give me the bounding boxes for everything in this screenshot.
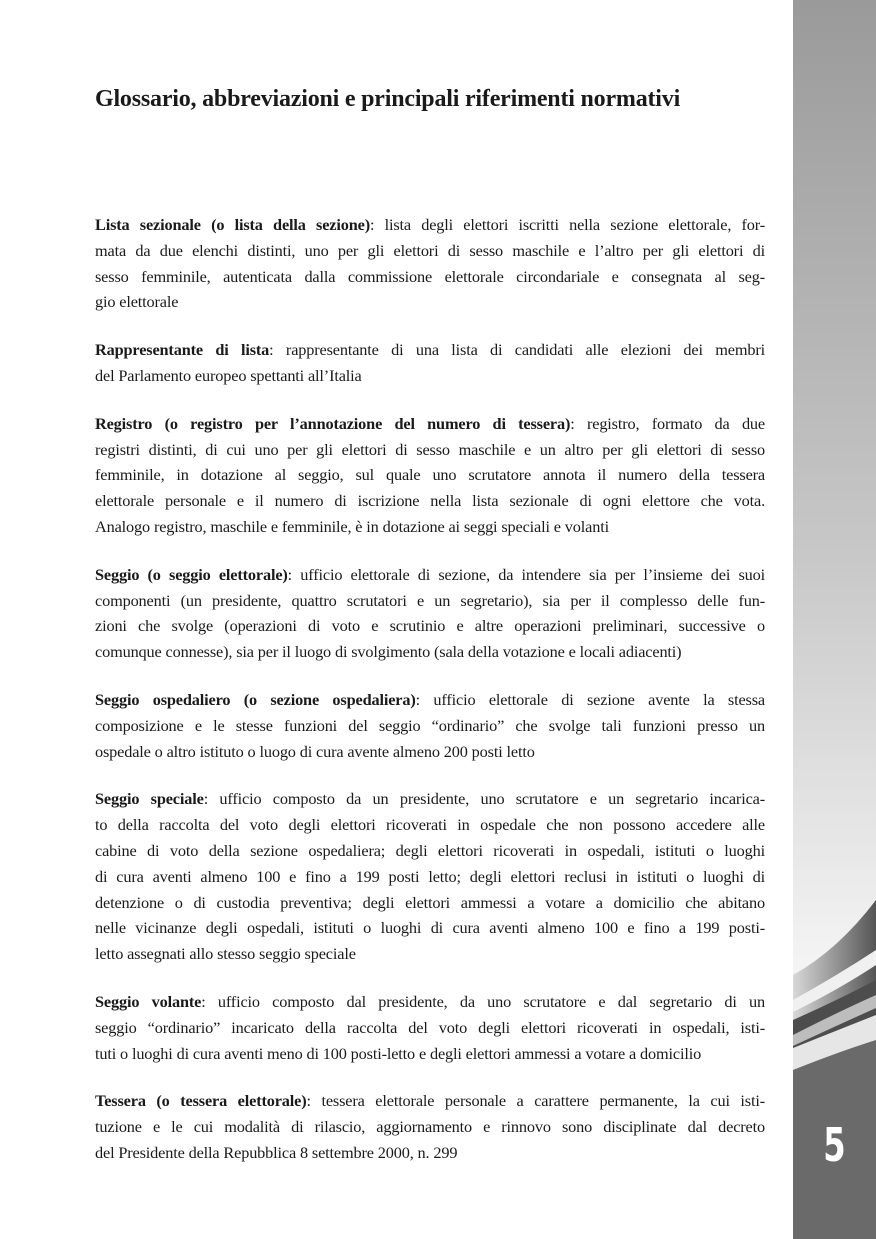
entry-line (95, 514, 765, 540)
entry-definition-text: registri distinti, di cui uno per gli elettori di sesso maschile e un altro per gli elettori di sesso (95, 439, 765, 459)
entry-definition-text: seggio “ordinario” incaricato della raccolta del voto degli elettori ricoverati in ospedali, isti- (95, 1017, 765, 1037)
entry-definition-text: del Parlamento europeo spettanti all’Italia (95, 365, 362, 385)
entry-line (95, 562, 765, 588)
entry-definition-text: ospedale o altro istituto o luogo di cura avente almeno 200 posti letto (95, 741, 535, 761)
entry-definition-text: : lista degli elettori iscritti nella sezione elettorale, for- (369, 215, 765, 234)
entry-line (95, 437, 765, 463)
entry-term: Tessera (o tessera elettorale) (95, 1091, 307, 1111)
entry-line (95, 363, 765, 389)
entry-line (95, 713, 765, 739)
glossary-entry (95, 1088, 765, 1165)
entry-line (95, 264, 765, 290)
page-title: Glossario, abbreviazioni e principali riferimenti normativi (95, 86, 681, 112)
entry-term: Seggio ospedaliero (o sezione ospedaliera) (95, 689, 416, 709)
entry-definition-text: composizione e le stesse funzioni del seggio “ordinario” che svolge tali funzioni presso un (95, 715, 765, 735)
entry-definition-text: sesso femminile, autenticata dalla commissione elettorale circondariale e consegnata al seg- (95, 266, 765, 286)
entry-line (95, 613, 765, 639)
entry-line (95, 864, 765, 890)
entry-line (95, 289, 765, 315)
entry-line (95, 838, 765, 864)
entry-line (95, 687, 765, 713)
entry-line (95, 588, 765, 614)
entry-definition-text: femminile, in dotazione al seggio, sul quale uno scrutatore annota il numero della tessera (95, 465, 765, 485)
entry-definition-text: letto assegnati allo stesso seggio speciale (95, 944, 356, 964)
entry-line (95, 1041, 765, 1067)
entry-term: Seggio volante (95, 991, 202, 1011)
glossary-list (95, 212, 765, 1188)
glossary-entry (95, 687, 765, 764)
entry-line (95, 1140, 765, 1166)
entry-line (95, 989, 765, 1015)
decorative-sidebar (793, 0, 876, 1239)
entry-line (95, 941, 765, 967)
entry-definition-text: nelle vicinanze degli ospedali, istituti o luoghi di cura aventi almeno 100 e fino a 199 posti- (95, 918, 765, 938)
entry-definition-text: zioni che svolge (operazioni di voto e scrutinio e altre operazioni preliminari, successive o (95, 616, 765, 636)
entry-definition-text: : registro, formato da due (570, 413, 765, 433)
entry-definition-text: cabine di voto della sezione ospedaliera; degli elettori ricoverati in ospedali, istituti o luoghi (95, 840, 765, 860)
glossary-entry (95, 212, 765, 315)
entry-line (95, 212, 765, 238)
glossary-entry (95, 562, 765, 665)
entry-line (95, 1114, 765, 1140)
glossary-entry (95, 337, 765, 389)
entry-definition-text: mata da due elenchi distinti, uno per gli elettori di sesso maschile e l’altro per gli elettori di (95, 240, 765, 260)
page-number: 5 (823, 1118, 846, 1172)
entry-line (95, 739, 765, 765)
entry-line (95, 1015, 765, 1041)
entry-definition-text: tuti o luoghi di cura aventi meno di 100 posti-letto e degli elettori ammessi a votare a domicilio (95, 1043, 702, 1063)
entry-definition-text: : ufficio elettorale di sezione, da intendere sia per l’insieme dei suoi (287, 564, 765, 584)
entry-definition-text: comunque connesse), sia per il luogo di svolgimento (sala della votazione e locali adiacenti) (95, 642, 682, 662)
entry-line (95, 890, 765, 916)
entry-definition-text: di cura aventi almeno 100 e fino a 199 posti letto; degli elettori reclusi in istituti o luoghi di (95, 866, 765, 886)
entry-line (95, 488, 765, 514)
entry-line (95, 238, 765, 264)
entry-term: Registro (o registro per l’annotazione del numero di tessera) (95, 413, 571, 433)
entry-line (95, 337, 765, 363)
entry-definition-text: elettorale personale e il numero di iscrizione nella lista sezionale di ogni elettore che vota. (95, 491, 765, 511)
entry-definition-text: detenzione o di custodia preventiva; degli elettori ammessi a votare a domicilio che abitano (95, 892, 765, 912)
entry-line (95, 786, 765, 812)
entry-definition-text: : tessera elettorale personale a carattere permanente, la cui isti- (306, 1091, 765, 1111)
entry-definition-text: to della raccolta del voto degli elettori ricoverati in ospedale che non possono accedere alle (95, 815, 765, 835)
entry-line (95, 462, 765, 488)
entry-definition-text: Analogo registro, maschile e femminile, è in dotazione ai seggi speciali e volanti (95, 516, 609, 536)
entry-definition-text: componenti (un presidente, quattro scrutatori e un segretario), sia per il complesso delle fun- (95, 590, 765, 610)
entry-definition-text: : ufficio composto dal presidente, da uno scrutatore e dal segretario di un (201, 991, 765, 1011)
glossary-entry (95, 786, 765, 967)
entry-line (95, 639, 765, 665)
entry-definition-text: : rappresentante di una lista di candidati alle elezioni dei membri (269, 340, 765, 360)
entry-term: Rappresentante di lista (95, 340, 270, 360)
entry-definition-text: tuzione e le cui modalità di rilascio, aggiornamento e rinnovo sono disciplinate dal decreto (95, 1117, 765, 1137)
entry-definition-text: : ufficio elettorale di sezione avente la stessa (415, 689, 765, 709)
entry-definition-text: del Presidente della Repubblica 8 settembre 2000, n. 299 (95, 1142, 458, 1162)
glossary-entry (95, 989, 765, 1066)
entry-definition-text: gio elettorale (95, 292, 179, 312)
entry-line (95, 915, 765, 941)
entry-definition-text: : ufficio composto da un presidente, uno scrutatore e un segretario incarica- (203, 789, 765, 809)
entry-term: Lista sezionale (o lista della sezione) (95, 215, 370, 234)
entry-line (95, 411, 765, 437)
entry-term: Seggio speciale (95, 789, 204, 809)
entry-line (95, 1088, 765, 1114)
entry-term: Seggio (o seggio elettorale) (95, 564, 288, 584)
glossary-entry (95, 411, 765, 540)
entry-line (95, 812, 765, 838)
